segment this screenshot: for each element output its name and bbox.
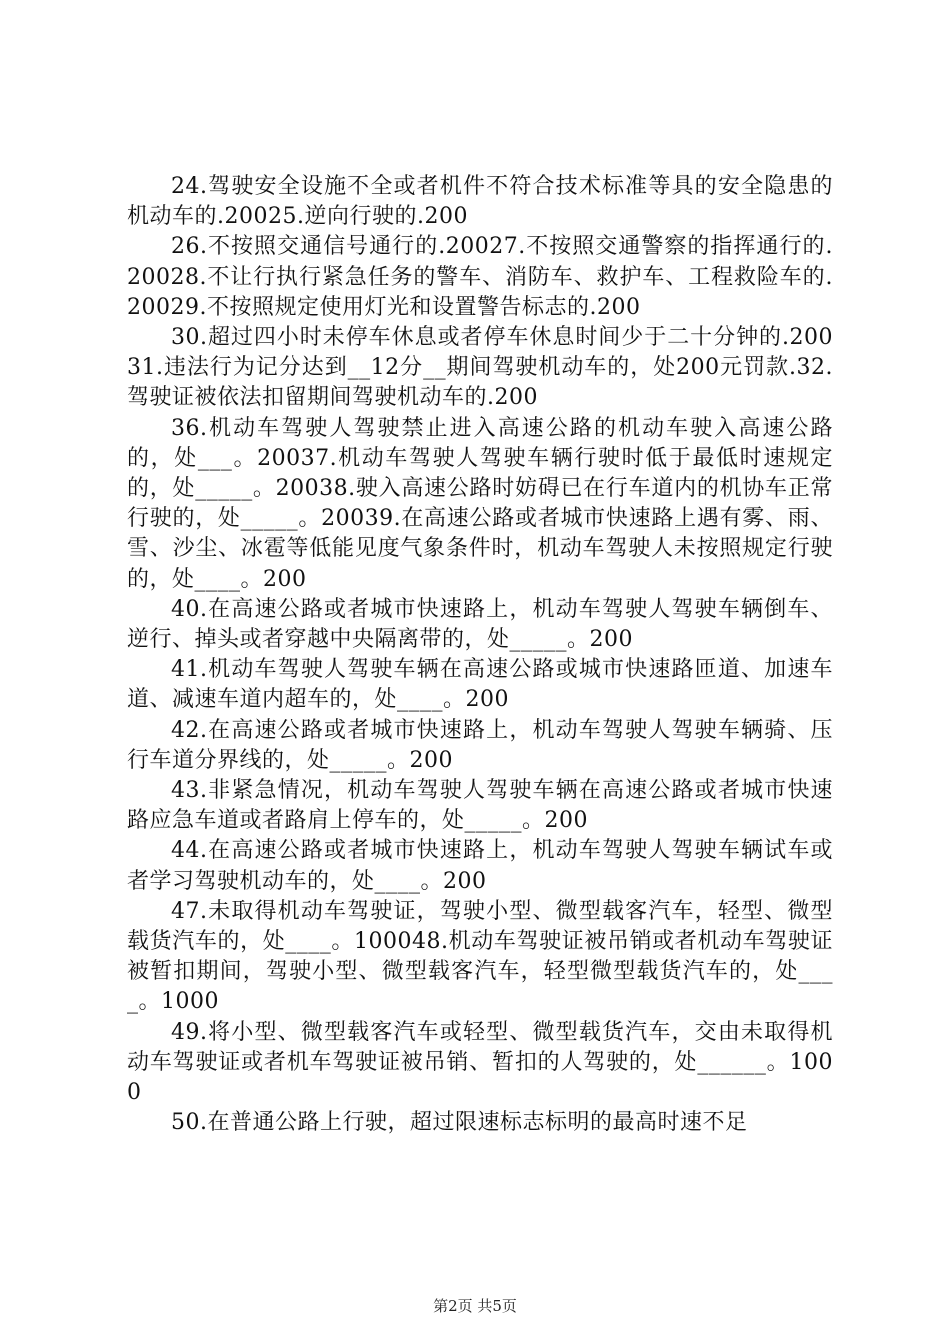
paragraph-24: 24.驾驶安全设施不全或者机件不符合技术标准等具的安全隐患的机动车的.20025.逆向行驶的.200	[127, 174, 833, 230]
paragraph-49: 49.将小型、微型载客汽车或轻型、微型载货汽车，交由未取得机动车驾驶证或者机车驾驶证被吊销、暂扣的人驾驶的，处______。1000	[127, 1019, 833, 1106]
page-number-footer: 第2页 共5页	[433, 1297, 517, 1315]
paragraph-43: 43.非紧急情况，机动车驾驶人驾驶车辆在高速公路或者城市快速路应急车道或者路肩上停车的，处_____。200	[127, 778, 833, 834]
paragraph-42: 42.在高速公路或者城市快速路上，机动车驾驶人驾驶车辆骑、压行车道分界线的，处_____。200	[127, 717, 833, 773]
paragraph-40: 40.在高速公路或者城市快速路上，机动车驾驶人驾驶车辆倒车、逆行、掉头或者穿越中央隔离带的，处_____。200	[127, 596, 833, 653]
paragraph-41: 41.机动车驾驶人驾驶车辆在高速公路或城市快速路匝道、加速车道、减速车道内超车的，处____。200	[127, 657, 833, 713]
paragraph-36: 36.机动车驾驶人驾驶禁止进入高速公路的机动车驶入高速公路的，处___。20037.机动车驾驶人驾驶车辆行驶时低于最低时速规定的，处_____。20038.驶入高速公路时妨碍已在行车道内的机协车正常行驶的，处_____。20039.在高速公路或者城市快速路上遇有雾、雨、雪、沙尘、冰雹等低能见度气象条件时，机动车驾驶人未按照规定行驶的，处____。200	[127, 415, 833, 592]
paragraph-47: 47.未取得机动车驾驶证，驾驶小型、微型载客汽车，轻型、微型载货汽车的，处____。100048.机动车驾驶证被吊销或者机动车驾驶证被暂扣期间，驾驶小型、微型载客汽车，轻型微型载货汽车的，处____。1000	[127, 898, 833, 1015]
document-body	[127, 172, 833, 1139]
paragraph-30: 30.超过四小时未停车休息或者停车休息时间少于二十分钟的.20031.违法行为记分达到__12分__期间驾驶机动车的，处200元罚款.32.驾驶证被依法扣留期间驾驶机动车的.200	[127, 325, 833, 411]
paragraph-50: 50.在普通公路上行驶，超过限速标志标明的最高时速不足	[171, 1110, 748, 1136]
paragraph-44: 44.在高速公路或者城市快速路上，机动车驾驶人驾驶车辆试车或者学习驾驶机动车的，处____。200	[127, 838, 833, 894]
paragraph-26: 26.不按照交通信号通行的.20027.不按照交通警察的指挥通行的.20028.不让行执行紧急任务的警车、消防车、救护车、工程救险车的.20029.不按照规定使用灯光和设置警告标志的.200	[127, 234, 833, 320]
